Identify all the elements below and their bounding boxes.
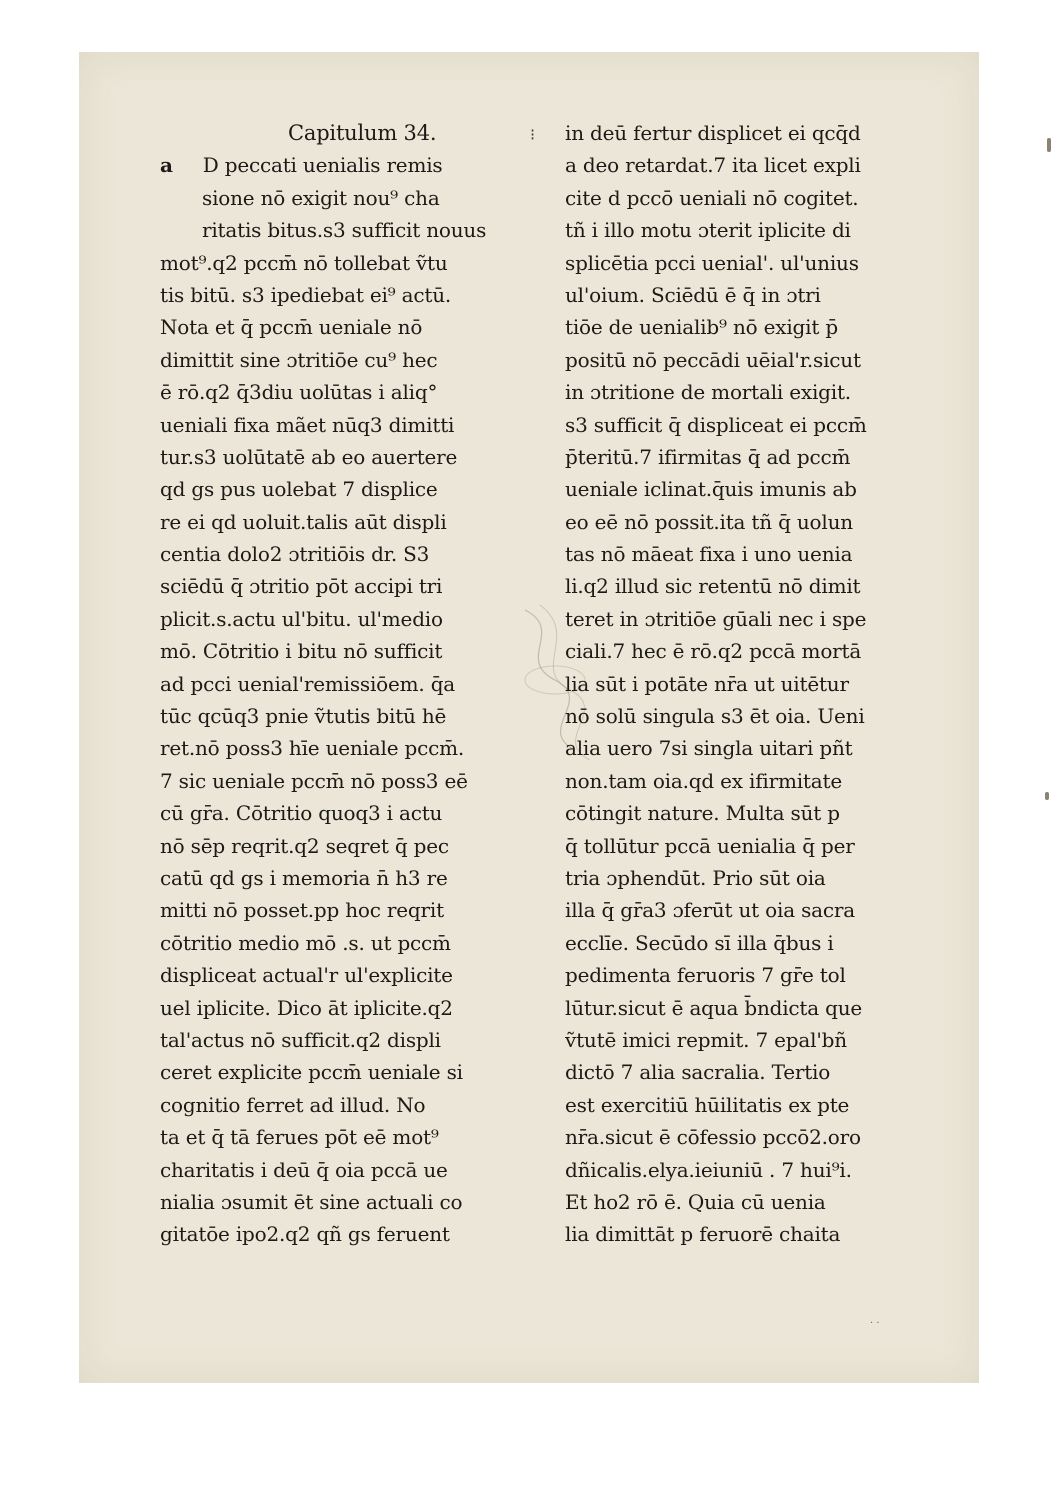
text-line: in ɔtritione de mortali exigit.: [565, 380, 851, 405]
text-line: lia sūt i potāte nr̄a ut uitētur: [565, 671, 849, 696]
text-line: tis bitū. s3 ipediebat ei⁹ actū.: [160, 282, 452, 307]
text-line: sciēdū q̄ ɔtritio pōt accipi tri: [160, 574, 443, 599]
text-line: ul'oium. Sciēdū ē q̄ in ɔtri: [565, 282, 821, 307]
text-line: catū qd gs i memoria n̄ h3 re: [160, 865, 448, 890]
right-column-lines: [565, 117, 915, 1251]
text-line: tal'actus nō sufficit.q2 displi: [160, 1027, 441, 1052]
text-line: non.tam oia.qd ex ifirmitate: [565, 768, 842, 793]
right-column: [565, 117, 915, 1251]
line-text: D peccati uenialis remis: [202, 153, 443, 178]
text-line: est exercitiū hūilitatis ex pte: [565, 1092, 850, 1117]
text-line: charitatis i deū q̄ oia pccā ue: [160, 1157, 448, 1182]
text-line: Et ho2 rō ē. Quia cū uenia: [565, 1189, 826, 1214]
text-line: nō sēp reqrit.q2 seqret q̄ pec: [160, 833, 449, 858]
left-column: [160, 117, 505, 1251]
text-line: 7 sic ueniale pccm̄ nō poss3 eē: [160, 768, 468, 793]
text-line: sione nō exigit nou⁹ cha: [202, 185, 440, 210]
text-line: displiceat actual'r ul'explicite: [160, 963, 453, 988]
text-line: dñicalis.elya.ieiuniū . 7 hui⁹i.: [565, 1157, 852, 1182]
text-line: ret.nō poss3 hīe ueniale pccm̄.: [160, 736, 465, 761]
text-line: ritatis bitus.s3 sufficit nouus: [202, 218, 487, 243]
text-line: pedimenta feruoris 7 gr̄e tol: [565, 963, 846, 988]
text-line: tiōe de uenialib⁹ nō exigit p̄: [565, 315, 838, 340]
text-line: a deo retardat.7 ita licet expli: [565, 153, 861, 178]
text-line: li.q2 illud sic retentū nō dimit: [565, 574, 861, 599]
text-line: mot⁹.q2 pccm̄ nō tollebat ṽtu: [160, 250, 448, 275]
text-line: ciali.7 hec ē rō.q2 pccā mortā: [565, 639, 862, 664]
text-line: centia dolo2 ɔtritiōis dr. S3: [160, 542, 430, 567]
text-line: lia dimittāt p feruorē chaita: [565, 1222, 841, 1247]
text-line: Nota et q̄ pccm̄ ueniale nō: [160, 315, 423, 340]
text-line: dictō 7 alia sacralia. Tertio: [565, 1060, 831, 1085]
text-line: tñ i illo motu ɔterit iplicite di: [565, 218, 851, 243]
margin-letter: a: [160, 153, 173, 178]
text-line: ceret explicite pccm̄ ueniale si: [160, 1060, 463, 1085]
text-line: ecclīe. Secūdo sī illa q̄bus i: [565, 930, 834, 955]
text-line: alia uero 7si singla uitari pñt: [565, 736, 853, 761]
text-line: q̄ tollūtur pccā uenialia q̄ per: [565, 833, 855, 858]
text-line: ṽtutē imici repmit. 7 epal'bñ: [565, 1027, 847, 1052]
paper-edge-mark: [1045, 792, 1049, 800]
text-line: tūc qcūq3 pnie ṽtutis bitū hē: [160, 704, 447, 729]
text-line: p̄teritū.7 ifirmitas q̄ ad pccm̄: [565, 444, 851, 469]
gutter-mark: ⁝: [530, 125, 536, 144]
text-line: tria ɔphendūt. Prio sūt oia: [565, 865, 826, 890]
page-speck: · ·: [870, 1318, 880, 1329]
text-line: cōtingit nature. Multa sūt p: [565, 801, 840, 826]
text-line: mitti nō posset.pp hoc reqrit: [160, 898, 444, 923]
text-line: nō solū singula s3 ēt oia. Ueni: [565, 704, 865, 729]
text-line: mō. Cōtritio i bitu nō sufficit: [160, 639, 443, 664]
text-line: illa q̄ gr̄a3 ɔferūt ut oia sacra: [565, 898, 855, 923]
text-line: lūtur.sicut ē aqua b̄ndicta que: [565, 995, 863, 1020]
text-line: gitatōe ipo2.q2 qñ gs feruent: [160, 1222, 450, 1247]
text-line: ē rō.q2 q̄3diu uolūtas i aliq°: [160, 380, 438, 405]
text-line: splicētia pcci uenial'. ul'unius: [565, 250, 859, 275]
left-column-lines: [160, 149, 505, 1250]
text-line: ueniali fixa mãet nūq3 dimitti: [160, 412, 455, 437]
text-line: qd gs pus uolebat 7 displice: [160, 477, 438, 502]
text-line: cognitio ferret ad illud. No: [160, 1092, 426, 1117]
text-line: eo eē nō possit.ita tñ q̄ uolun: [565, 509, 853, 534]
text-line: ad pcci uenial'remissiōem. q̄a: [160, 671, 456, 696]
text-line: tur.s3 uolūtatē ab eo auertere: [160, 444, 458, 469]
text-line: nr̄a.sicut ē cōfessio pccō2.oro: [565, 1125, 861, 1150]
text-line: dimittit sine ɔtritiōe cu⁹ hec: [160, 347, 438, 372]
text-line: re ei qd uoluit.talis aūt displi: [160, 509, 447, 534]
text-line: plicit.s.actu ul'bitu. ul'medio: [160, 606, 443, 631]
text-line: tas nō māeat fixa i uno uenia: [565, 542, 853, 567]
text-line: uel iplicite. Dico āt iplicite.q2: [160, 995, 453, 1020]
text-line: [160, 149, 505, 181]
text-line: ta et q̄ tā ferues pōt eē mot⁹: [160, 1125, 439, 1150]
text-line: positū nō peccādi uēial'r.sicut: [565, 347, 861, 372]
text-line: s3 sufficit q̄ displiceat ei pccm̄: [565, 412, 867, 437]
text-line: cū gr̄a. Cōtritio quoq3 i actu: [160, 801, 443, 826]
text-line: in deū fertur displicet ei qcq̄d: [565, 121, 861, 145]
text-line: ueniale iclinat.q̄uis imunis ab: [565, 477, 857, 502]
chapter-heading: Capitulum 34.: [288, 121, 437, 145]
text-line: cite d pccō ueniali nō cogitet.: [565, 185, 859, 210]
paper-edge-mark: [1047, 138, 1051, 152]
text-line: nialia ɔsumit ēt sine actuali co: [160, 1189, 463, 1214]
text-line: cōtritio medio mō .s. ut pccm̄: [160, 930, 451, 955]
text-line: teret in ɔtritiōe gūali nec i spe: [565, 606, 867, 631]
